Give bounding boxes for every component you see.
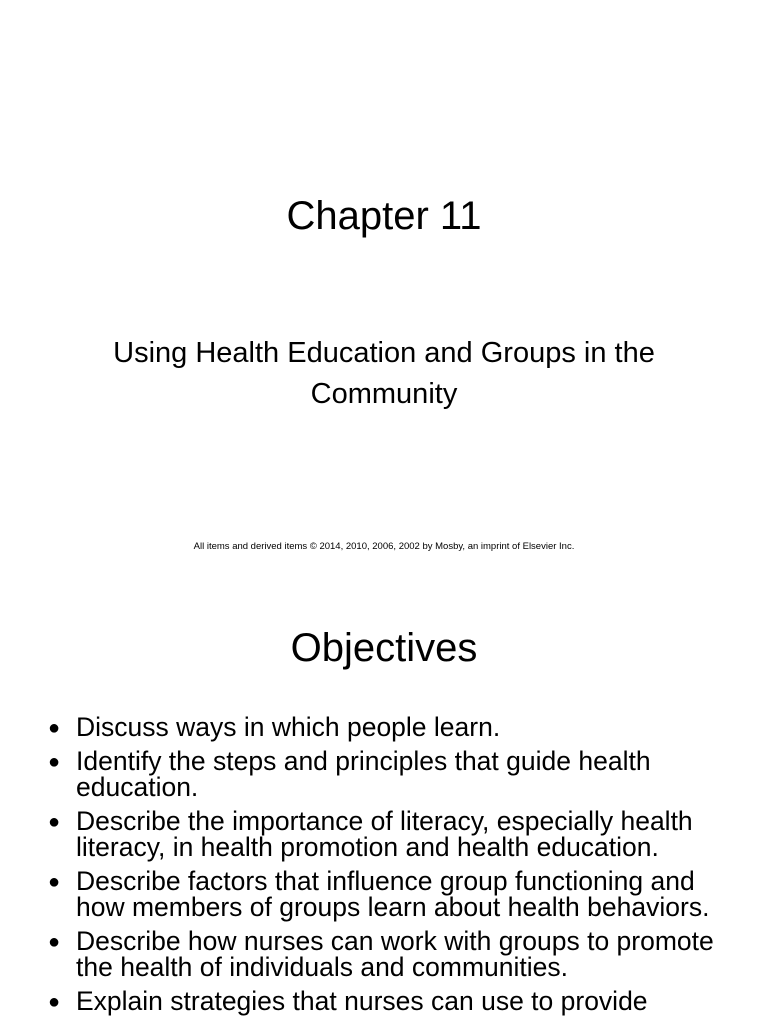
- objective-text: Describe the importance of literacy, especially health literacy, in health promotion and health education.: [76, 805, 693, 862]
- copyright-notice: All items and derived items © 2014, 2010, 2006, 2002 by Mosby, an imprint of Elsevier Inc.: [193, 541, 575, 552]
- chapter-subtitle: Using Health Education and Groups in the Community: [113, 337, 655, 410]
- objective-text: Discuss ways in which people learn.: [76, 712, 501, 742]
- chapter-title: Chapter 11: [286, 194, 482, 238]
- bullet-dot-icon: ●: [48, 750, 61, 773]
- bullet-dot-icon: ●: [48, 810, 61, 833]
- objective-text: Explain strategies that nurses can use to provide: [76, 985, 648, 1016]
- list-item: [46, 745, 746, 802]
- list-item: [46, 805, 746, 862]
- objective-text: Describe how nurses can work with groups to promote the health of individuals and communities.: [76, 925, 714, 982]
- bullet-dot-icon: ●: [48, 990, 61, 1013]
- bullet-dot-icon: ●: [48, 717, 61, 739]
- bullet-dot-icon: ●: [48, 930, 61, 953]
- objective-text: Identify the steps and principles that guide health education.: [76, 745, 651, 802]
- objectives-slide: [0, 576, 768, 1024]
- list-item: [46, 865, 746, 922]
- list-item: [46, 985, 746, 1016]
- objectives-list: [46, 714, 746, 1021]
- list-item: [46, 925, 746, 982]
- list-item: [46, 714, 746, 741]
- bullet-dot-icon: ●: [48, 870, 61, 893]
- objective-text: Describe factors that influence group functioning and how members of groups learn about health behaviors.: [76, 865, 710, 922]
- objectives-title: Objectives: [290, 626, 478, 670]
